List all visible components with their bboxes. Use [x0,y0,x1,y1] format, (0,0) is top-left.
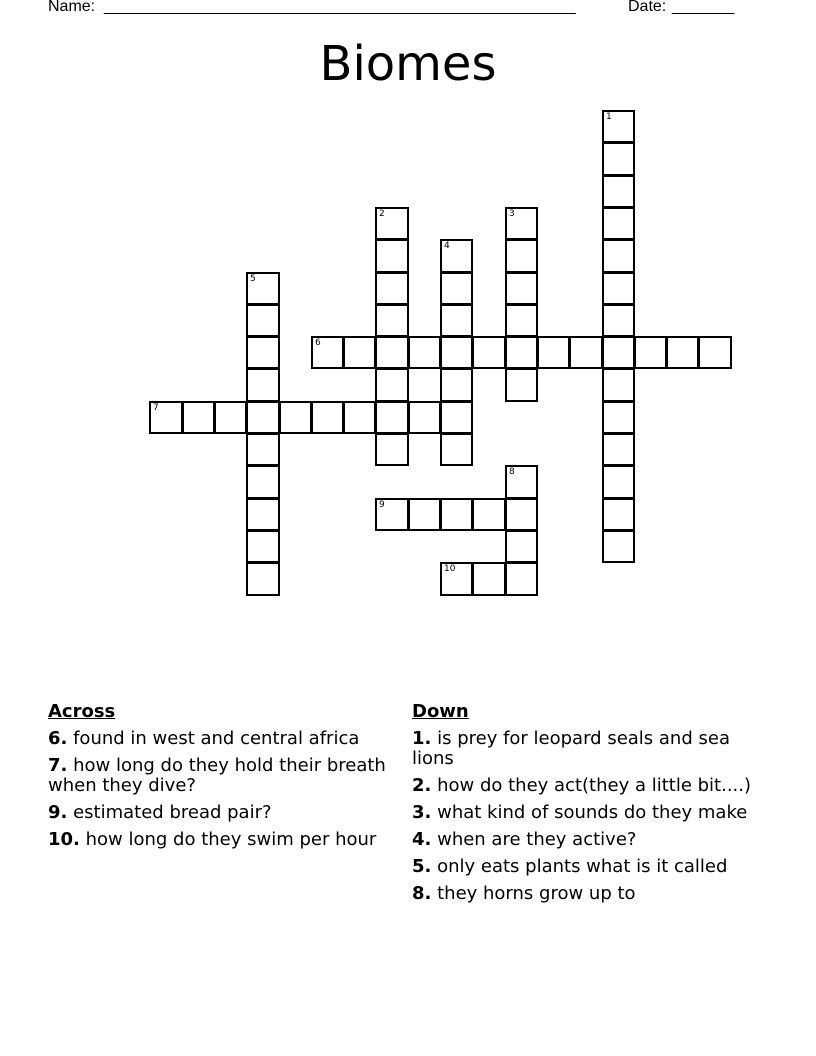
clue-number: 8. [412,883,432,904]
grid-cell[interactable] [666,336,699,369]
grid-cell[interactable] [440,562,473,596]
down-clue [412,803,762,823]
grid-cell[interactable] [182,401,215,434]
cell-number: 6 [315,338,321,348]
grid-cell[interactable] [440,336,473,369]
grid-cell[interactable] [634,336,667,369]
cell-number: 9 [379,500,385,510]
clue-text: when are they active? [431,829,637,850]
grid-cell[interactable] [375,272,409,305]
clue-number: 9. [48,802,68,823]
clue-text: found in west and central africa [67,728,360,749]
grid-cell[interactable] [246,562,280,596]
clue-number: 10. [48,829,80,850]
cell-number: 10 [444,564,456,574]
grid-cell[interactable] [343,336,376,369]
grid-cell[interactable] [602,175,635,208]
clue-number: 4. [412,829,432,850]
clue-text: they horns grow up to [431,883,636,904]
date-label: Date: [628,0,667,15]
grid-cell[interactable] [375,336,409,369]
grid-cell[interactable] [505,336,538,369]
grid-cell[interactable] [214,401,247,434]
grid-cell[interactable] [375,401,409,434]
cell-number: 4 [444,241,450,251]
grid-cell[interactable] [505,207,538,240]
puzzle-title: Biomes [319,36,497,92]
grid-cell[interactable] [472,498,506,531]
grid-cell[interactable] [440,433,473,466]
down-clue-list [412,729,762,904]
cell-number: 2 [379,209,385,219]
cell-number: 7 [153,403,159,413]
grid-cell[interactable] [602,142,635,176]
grid-cell[interactable] [472,336,506,369]
grid-cell[interactable] [505,272,538,305]
name-label: Name: [48,0,96,15]
grid-cell[interactable] [375,368,409,402]
grid-cell[interactable] [440,272,473,305]
clue-number: 5. [412,856,432,877]
across-clue [48,803,398,823]
grid-cell[interactable] [149,401,183,434]
grid-cell[interactable] [408,498,441,531]
clue-text: is prey for leopard seals and sea lions [412,728,730,769]
grid-cell[interactable] [602,239,635,273]
grid-cell[interactable] [246,304,280,337]
grid-cell[interactable] [505,368,538,402]
grid-cell[interactable] [440,401,473,434]
clue-text: how long do they swim per hour [79,829,377,850]
grid-cell[interactable] [440,368,473,402]
grid-cell[interactable] [505,239,538,273]
clue-text: how long do they hold their breath when they dive? [48,755,386,796]
grid-cell[interactable] [246,530,280,563]
grid-cell[interactable] [505,304,538,337]
name-field[interactable]: _____________________________________________________ [104,0,576,15]
grid-cell[interactable] [505,498,538,531]
grid-cell[interactable] [375,498,409,531]
grid-cell[interactable] [602,433,635,466]
grid-cell[interactable] [246,272,280,305]
grid-cell[interactable] [505,562,538,596]
down-clue [412,729,762,769]
grid-cell[interactable] [505,465,538,499]
clue-text: how do they act(they a little bit....) [431,775,752,796]
grid-cell[interactable] [246,465,280,499]
down-clues [412,702,762,911]
across-clue [48,830,398,850]
cell-number: 5 [250,274,256,284]
across-clue-list [48,729,398,850]
grid-cell[interactable] [311,401,344,434]
across-clues [48,702,398,857]
grid-cell[interactable] [602,110,635,143]
grid-cell[interactable] [440,304,473,337]
grid-cell[interactable] [602,498,635,531]
grid-cell[interactable] [698,336,732,369]
clue-number: 6. [48,728,68,749]
grid-cell[interactable] [602,336,635,369]
grid-cell[interactable] [537,336,570,369]
grid-cell[interactable] [440,239,473,273]
down-clue [412,830,762,850]
grid-cell[interactable] [246,401,280,434]
grid-cell[interactable] [472,562,506,596]
grid-cell[interactable] [375,304,409,337]
grid-cell[interactable] [246,433,280,466]
grid-cell[interactable] [569,336,603,369]
clue-text: what kind of sounds do they make [431,802,748,823]
grid-cell[interactable] [375,239,409,273]
clue-number: 1. [412,728,432,749]
grid-cell[interactable] [602,368,635,402]
grid-cell[interactable] [505,530,538,563]
cell-number: 8 [509,467,515,477]
grid-cell[interactable] [311,336,344,369]
across-clue [48,729,398,749]
grid-cell[interactable] [602,530,635,563]
down-heading: Down [412,701,469,722]
grid-cell[interactable] [279,401,312,434]
grid-cell[interactable] [408,336,441,369]
clue-text: only eats plants what is it called [431,856,728,877]
across-heading: Across [48,701,116,722]
grid-cell[interactable] [246,498,280,531]
down-clue [412,776,762,796]
clue-number: 7. [48,755,68,776]
grid-cell[interactable] [246,368,280,402]
grid-cell[interactable] [408,401,441,434]
down-clue [412,857,762,877]
date-field[interactable]: _______ [672,0,735,15]
grid-cell[interactable] [246,336,280,369]
grid-cell[interactable] [440,498,473,531]
clue-number: 2. [412,775,432,796]
grid-cell[interactable] [602,304,635,337]
grid-cell[interactable] [602,272,635,305]
across-clue [48,756,398,796]
clue-number: 3. [412,802,432,823]
clue-text: estimated bread pair? [67,802,272,823]
cell-number: 1 [606,112,612,122]
down-clue [412,884,762,904]
grid-cell[interactable] [602,207,635,240]
cell-number: 3 [509,209,515,219]
grid-cell[interactable] [375,433,409,466]
grid-cell[interactable] [375,207,409,240]
grid-cell[interactable] [602,401,635,434]
grid-cell[interactable] [343,401,376,434]
grid-cell[interactable] [602,465,635,499]
